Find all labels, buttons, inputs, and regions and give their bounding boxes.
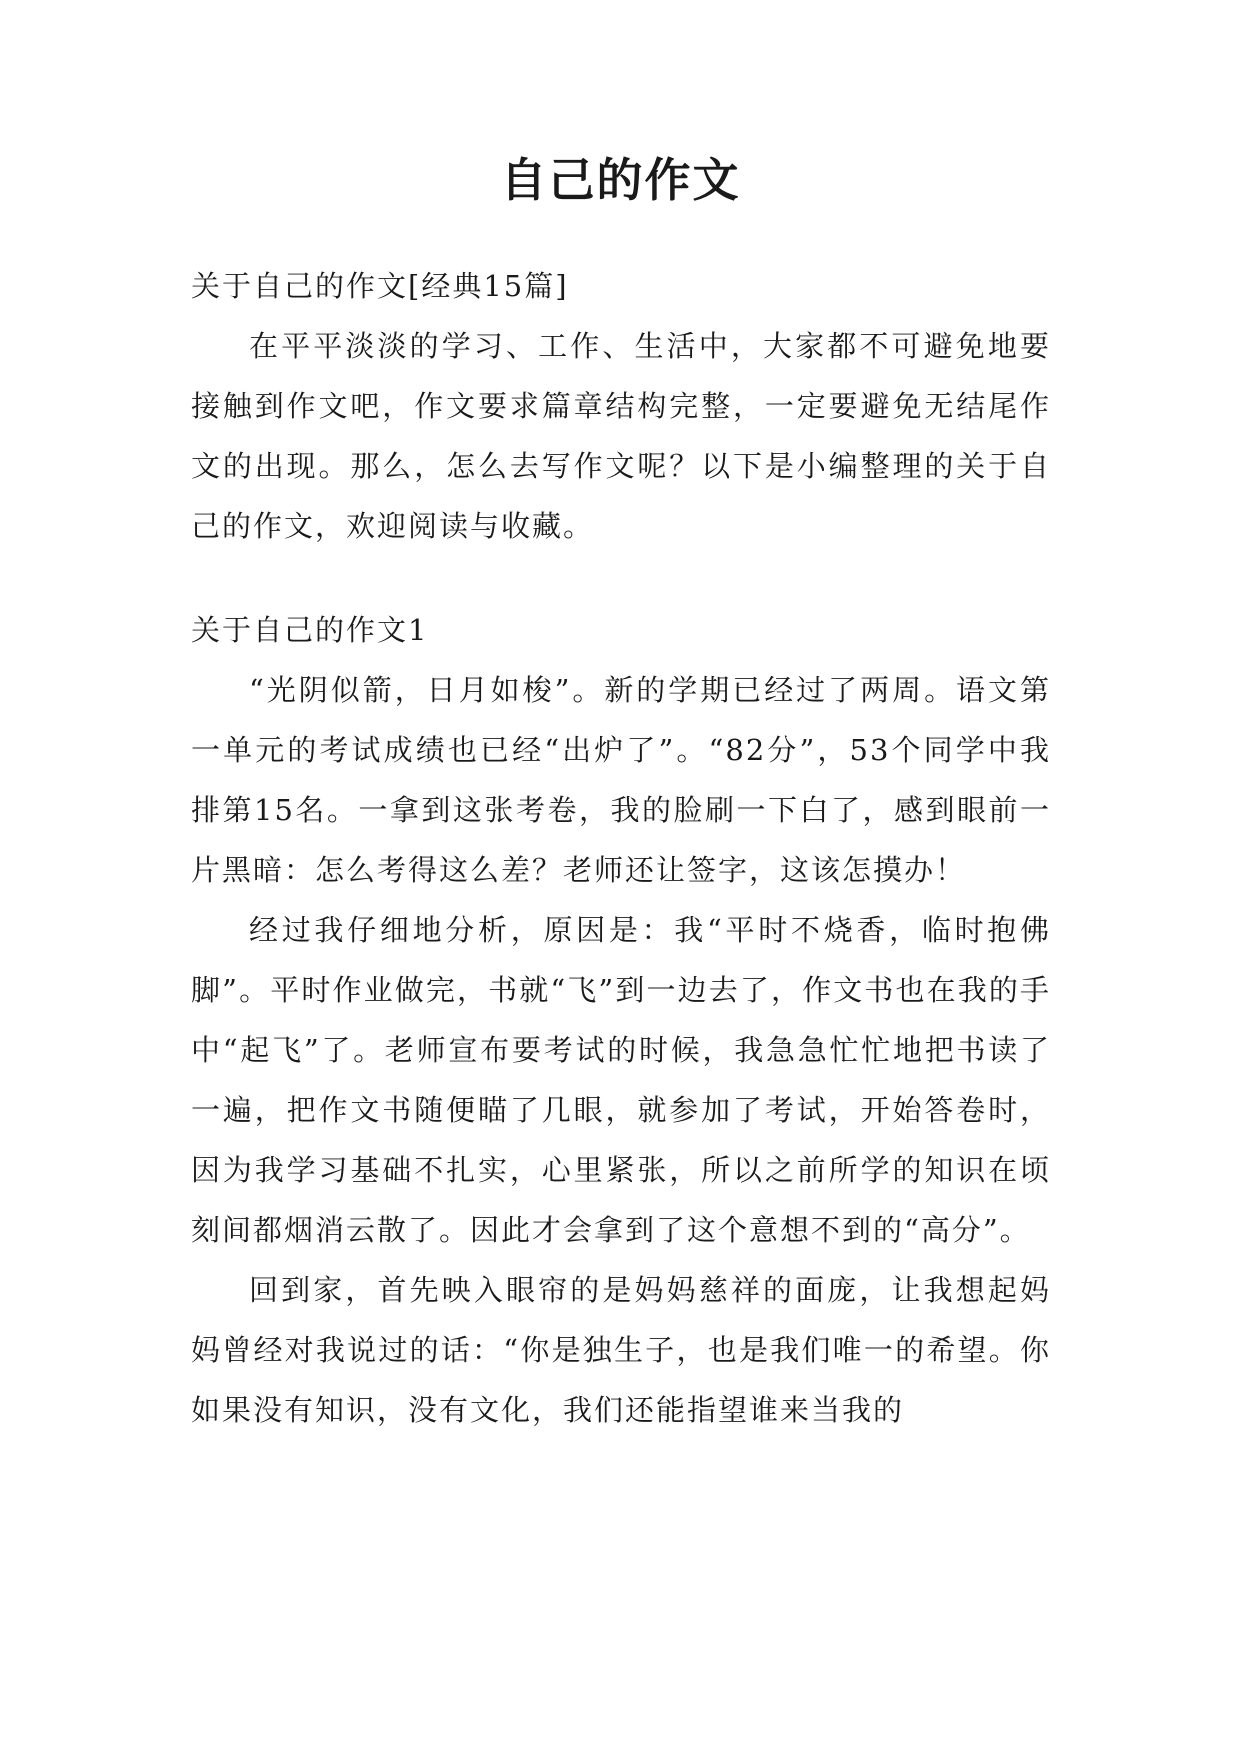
section1-paragraph-3: 回到家，首先映入眼帘的是妈妈慈祥的面庞，让我想起妈妈曾经对我说过的话：“你是独生子，也是我们唯一的希望。你如果没有知识，没有文化，我们还能指望谁来当我的 <box>191 1273 1051 1427</box>
document-body <box>191 256 1051 1440</box>
section1-paragraph-2: 经过我仔细地分析，原因是：我“平时不烧香，临时抱佛脚”。平时作业做完，书就“飞”到一边去了，作文书也在我的手中“起飞”了。老师宣布要考试的时候，我急急忙忙地把书读了一遍，把作文书随便瞄了几眼，就参加了考试，开始答卷时，因为我学习基础不扎实，心里紧张，所以之前所学的知识在顷刻间都烟消云散了。因此才会拿到了这个意想不到的“高分”。 <box>191 913 1051 1247</box>
section1-paragraph-1: “光阴似箭，日月如梭”。新的学期已经过了两周。语文第一单元的考试成绩也已经“出炉了”。“82分”，53个同学中我排第15名。一拿到这张考卷，我的脸刷一下白了，感到眼前一片黑暗：怎么考得这么差？老师还让签字，这该怎摸办！ <box>191 673 1051 887</box>
section-gap <box>191 556 1051 600</box>
document-title: 自己的作文 <box>500 153 741 207</box>
intro-paragraph: 在平平淡淡的学习、工作、生活中，大家都不可避免地要接触到作文吧，作文要求篇章结构完整，一定要避免无结尾作文的出现。那么，怎么去写作文呢？以下是小编整理的关于自己的作文，欢迎阅读与收藏。 <box>191 329 1051 543</box>
intro-heading: 关于自己的作文[经典15篇] <box>191 269 569 303</box>
section1-heading: 关于自己的作文1 <box>191 613 429 647</box>
